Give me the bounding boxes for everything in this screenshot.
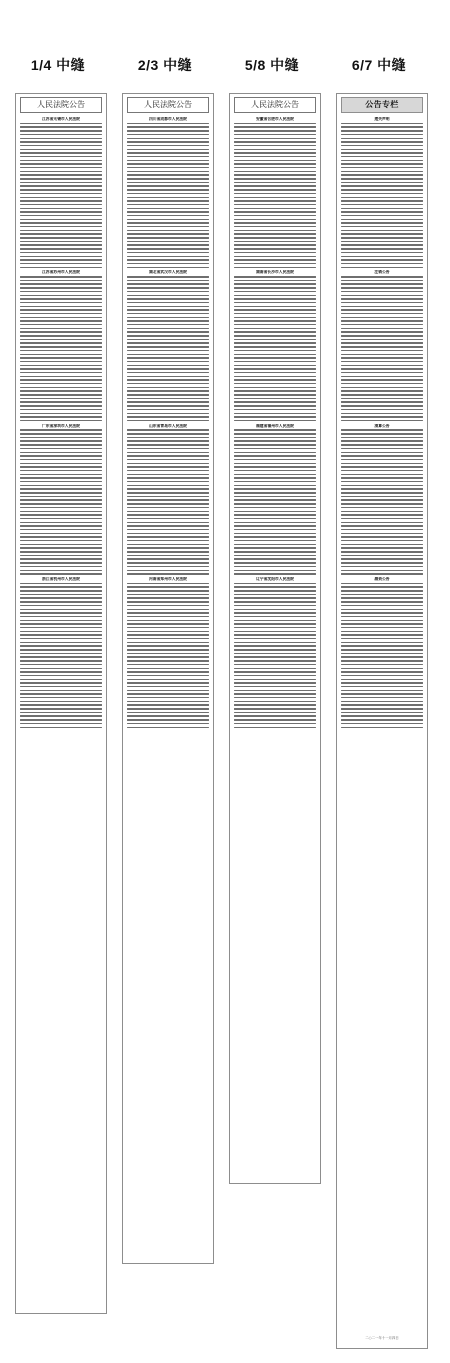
section-title-2-2: 湖北省武汉市人民法院	[149, 270, 187, 275]
column-label-3: 5/8 中缝	[244, 57, 300, 73]
column-header-1: 人民法院公告	[20, 97, 102, 113]
section-title-4-3: 清算公告	[374, 423, 390, 428]
text-lines-2-3	[127, 429, 209, 574]
court-notice-column-2	[122, 93, 214, 1264]
section-title-3-4: 辽宁省沈阳市人民法院	[256, 576, 294, 581]
text-lines-2-1	[127, 123, 209, 268]
column-header-4: 公告专栏	[341, 97, 423, 113]
text-lines-2-2	[127, 276, 209, 421]
section-title-2-3: 山东省青岛市人民法院	[149, 423, 187, 428]
column-header-2: 人民法院公告	[127, 97, 209, 113]
column-footer-date: 二○二一年十一月四日	[365, 1336, 399, 1340]
text-lines-2-4	[127, 583, 209, 728]
text-lines-4-3	[341, 429, 423, 574]
text-lines-1-4	[20, 583, 102, 728]
text-lines-4-1	[341, 123, 423, 268]
text-lines-1-2	[20, 276, 102, 421]
court-notice-column-3	[229, 93, 321, 1184]
text-lines-1-3	[20, 429, 102, 574]
section-title-1-2: 江苏省苏州市人民法院	[42, 270, 80, 275]
column-label-4: 6/7 中缝	[351, 57, 407, 73]
section-title-1-4: 浙江省杭州市人民法院	[42, 576, 80, 581]
text-lines-3-2	[234, 276, 316, 421]
text-lines-4-2	[341, 276, 423, 421]
section-title-4-2: 注销公告	[374, 270, 390, 275]
section-title-4-1: 遗失声明	[374, 117, 390, 121]
notice-column-4	[336, 93, 428, 1349]
section-title-2-4: 河南省郑州市人民法院	[149, 576, 187, 581]
section-title-3-3: 福建省福州市人民法院	[256, 423, 294, 428]
text-lines-1-1	[20, 123, 102, 268]
column-label-1: 1/4 中缝	[30, 57, 86, 73]
section-title-3-1: 安徽省合肥市人民法院	[256, 117, 294, 121]
court-notice-column-1	[15, 93, 107, 1314]
section-title-1-1: 江苏省无锡市人民法院	[42, 117, 80, 121]
column-label-2: 2/3 中缝	[137, 57, 193, 73]
text-lines-3-4	[234, 583, 316, 728]
section-title-3-2: 湖南省长沙市人民法院	[256, 270, 294, 275]
section-title-2-1: 四川省成都市人民法院	[149, 117, 187, 121]
text-lines-3-3	[234, 429, 316, 574]
section-title-1-3: 广东省深圳市人民法院	[42, 423, 80, 428]
section-title-4-4: 减资公告	[374, 576, 390, 581]
text-lines-4-4	[341, 583, 423, 728]
column-header-3: 人民法院公告	[234, 97, 316, 113]
text-lines-3-1	[234, 123, 316, 268]
